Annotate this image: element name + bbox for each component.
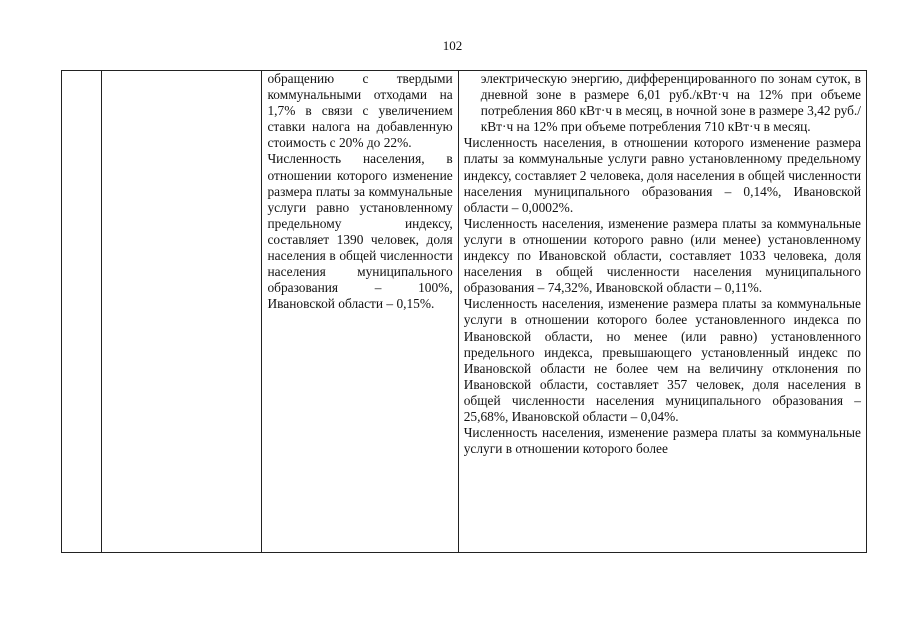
table-cell-col2 (101, 71, 262, 553)
table-cell-col3 (262, 71, 458, 553)
cell-paragraph: Численность населения, в отношении которого изменение размера платы за коммунальные услуги равно установленному предельному индексу, составляет 2 человека, доля населения в общей численности населения муниципального образования – 0,14%, Ивановской области – 0,0002%. (463, 135, 861, 215)
cell-paragraph: Численность населения, изменение размера платы за коммунальные услуги в отношении которого более установленного индекса по Ивановской области, но менее (или равно) установленного предельного индекса, превышающего установленный индекс по Ивановской области не более чем на величину отклонения по Ивановской области, составляет 357 человек, доля населения в общей численности населения муниципального образования – 25,68%, Ивановской области – 0,04%. (463, 296, 861, 424)
table-row (62, 71, 867, 553)
table-cell-col1 (62, 71, 102, 553)
continuation-paragraph: электрическую энергию, дифференцированного по зонам суток, в дневной зоне в размере 6,01 руб./кВт·ч на 12% при объеме потребления 860 кВт·ч в месяц, в ночной зоне в размере 3,42 руб./кВт·ч на 12% при объеме потребления 710 кВт·ч в месяц. (480, 71, 861, 135)
cell-paragraph: Численность населения, в отношении которого изменение размера платы за коммунальные услуги равно установленному предельному индексу, составляет 1390 человек, доля населения в общей численности населения муниципального образования – 100%, Ивановской области – 0,15%. (267, 151, 453, 312)
document-table (61, 70, 867, 553)
cell-paragraph: Численность населения, изменение размера платы за коммунальные услуги в отношении которого равно (или менее) установленному индексу по Ивановской области, составляет 1033 человека, доля населения в общей численности населения муниципального образования – 74,32%, Ивановской области – 0,11%. (463, 215, 861, 296)
page-number: 102 (442, 38, 463, 53)
cell-paragraph: Численность населения, изменение размера платы за коммунальные услуги в отношении которого более (463, 425, 861, 457)
table-cell-col4 (458, 71, 866, 553)
cell-paragraph: обращению с твердыми коммунальными отходами на 1,7% в связи с увеличением ставки налога на добавленную стоимость с 20% до 22%. (267, 71, 453, 151)
